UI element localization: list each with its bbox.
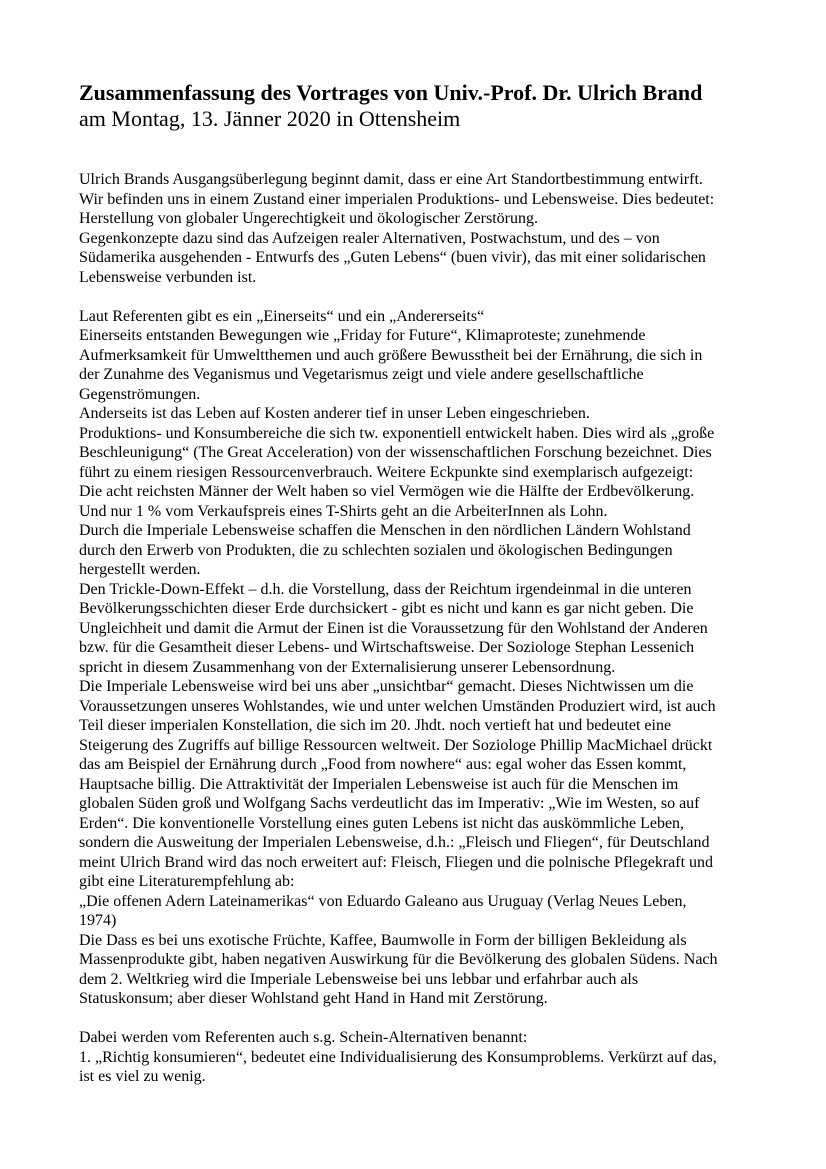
text-line: das am Beispiel der Ernährung durch „Food from nowhere“ aus: egal woher das Essen kommt, [79, 756, 687, 773]
text-line: durch den Erwerb von Produkten, die zu schlechten sozialen und ökologischen Bedingungen [79, 541, 673, 559]
text-line: Anderseits ist das Leben auf Kosten anderer tief in unser Leben eingeschrieben. [79, 405, 590, 422]
text-line: Aufmerksamkeit für Umweltthemen und auch größere Bewusstheit bei der Ernährung, die sich in [79, 346, 703, 364]
text-line: Lebensweise verbunden ist. [79, 268, 257, 286]
paragraph-gap [79, 287, 747, 307]
text-line: spricht in diesem Zusammenhang von der Externalisierung unserer Lebensordnung. [79, 658, 616, 676]
text-line: gibt eine Literaturempfehlung ab: [79, 873, 295, 890]
text-line: sondern die Ausweitung der Imperialen Lebensweise, d.h.: „Fleisch und Fliegen“, für Deutschland [79, 834, 710, 851]
text-line: meint Ulrich Brand wird das noch erweitert auf: Fleisch, Fliegen und die polnische Pflegekraft und [79, 853, 714, 871]
text-line: ist es viel zu wenig. [79, 1068, 206, 1085]
text-line: Erden“. Die konventionelle Vorstellung eines guten Lebens ist nicht das auskömmliche Leben, [79, 814, 685, 832]
text-line: Voraussetzungen unseres Wohlstandes, wie und unter welchen Umständen Produziert wird, ist auch [79, 697, 716, 715]
document-page [79, 80, 747, 1087]
text-line: Die acht reichsten Männer der Welt haben so viel Vermögen wie die Hälfte der Erdbevölkerung. [79, 483, 695, 500]
text-line: Südamerika ausgehenden - Entwurfs des „Guten Lebens“ (buen vivir), das mit einer solidarischen [79, 249, 706, 266]
text-line: Die Dass es bei uns exotische Früchte, Kaffee, Baumwolle in Form der billigen Bekleidung als [79, 931, 687, 949]
text-line: Ungleichheit und damit die Armut der Einen ist die Voraussetzung für den Wohlstand der Anderen [79, 619, 708, 637]
text-line: Und nur 1 % vom Verkaufspreis eines T-Shirts geht an die ArbeiterInnen als Lohn. [79, 502, 608, 520]
text-line: Ulrich Brands Ausgangsüberlegung beginnt damit, dass er eine Art Standortbestimmung entwirft. [79, 171, 703, 188]
text-line: Herstellung von globaler Ungerechtigkeit und ökologischer Zerstörung. [79, 210, 538, 227]
text-line: Steigerung des Zugriffs auf billige Ressourcen weltweit. Der Soziologe Phillip MacMichael drückt [79, 736, 713, 754]
text-line: Beschleunigung“ (The Great Acceleration) von der wissenschaftlichen Forschung bezeichnet. Dies [79, 444, 712, 461]
text-line: führt zu einem riesigen Ressourcenverbrauch. Weitere Eckpunkte sind exemplarisch aufgezeigt: [79, 463, 694, 481]
text-line: Statuskonsum; aber dieser Wohlstand geht Hand in Hand mit Zerstörung. [79, 990, 548, 1007]
text-line: globalen Süden groß und Wolfgang Sachs verdeutlicht das im Imperativ: „Wie im Westen, so auf [79, 795, 700, 812]
document-title: Zusammenfassung des Vortrages von Univ.-Prof. Dr. Ulrich Brand [79, 80, 703, 105]
text-line: hergestellt werden. [79, 561, 201, 578]
text-line: 1974) [79, 912, 117, 929]
text-line: Die Imperiale Lebensweise wird bei uns aber „unsichtbar“ gemacht. Dieses Nichtwissen um die [79, 678, 694, 695]
text-line: Einerseits entstanden Bewegungen wie „Friday for Future“, Klimaproteste; zunehmende [79, 327, 646, 344]
text-line: Produktions- und Konsumbereiche die sich tw. exponentiell entwickelt haben. Dies wird als „große [79, 424, 715, 442]
text-line: Hauptsache billig. Die Attraktivität der Imperialen Lebensweise ist auch für die Menschen im [79, 775, 679, 793]
document-body [79, 170, 747, 1087]
text-line: 1. „Richtig konsumieren“, bedeutet eine Individualisierung des Konsumproblems. Verkürzt auf das, [79, 1048, 717, 1066]
text-line: Durch die Imperiale Lebensweise schaffen die Menschen in den nördlichen Ländern Wohlstand [79, 522, 691, 539]
text-line: Den Trickle-Down-Effekt – d.h. die Vorstellung, dass der Reichtum irgendeinmal in die unteren [79, 580, 692, 598]
text-line: Laut Referenten gibt es ein „Einerseits“ und ein „Andererseits“ [79, 307, 485, 325]
text-line: Bevölkerungsschichten dieser Erde durchsickert - gibt es nicht und kann es gar nicht geben. Die [79, 600, 694, 617]
text-line: Gegenkonzepte dazu sind das Aufzeigen realer Alternativen, Postwachstum, und des – von [79, 229, 660, 247]
text-line: der Zunahme des Veganismus und Vegetarismus zeigt und viele andere gesellschaftliche [79, 366, 644, 383]
text-line: Dabei werden vom Referenten auch s.g. Schein-Alternativen benannt: [79, 1029, 528, 1046]
text-line: „Die offenen Adern Lateinamerikas“ von Eduardo Galeano aus Uruguay (Verlag Neues Leben, [79, 892, 687, 910]
text-line: Massenprodukte gibt, haben negativen Auswirkung für die Bevölkerung des globalen Südens. Nach [79, 951, 718, 968]
text-line: dem 2. Weltkrieg wird die Imperiale Lebensweise bei uns lebbar und erfahrbar auch als [79, 970, 639, 988]
paragraph-gap [79, 1009, 747, 1029]
text-line: bzw. für die Gesamtheit dieser Lebens- und Wirtschaftsweise. Der Soziologe Stephan Lessenich [79, 639, 695, 656]
text-line: Teil dieser imperialen Konstellation, die sich im 20. Jhdt. noch vertieft hat und bedeutet eine [79, 717, 672, 734]
text-line: Wir befinden uns in einem Zustand einer imperialen Produktions- und Lebensweise. Dies bedeutet: [79, 190, 715, 208]
document-subtitle: am Montag, 13. Jänner 2020 in Ottensheim [79, 106, 461, 131]
text-line: Gegenströmungen. [79, 385, 201, 403]
